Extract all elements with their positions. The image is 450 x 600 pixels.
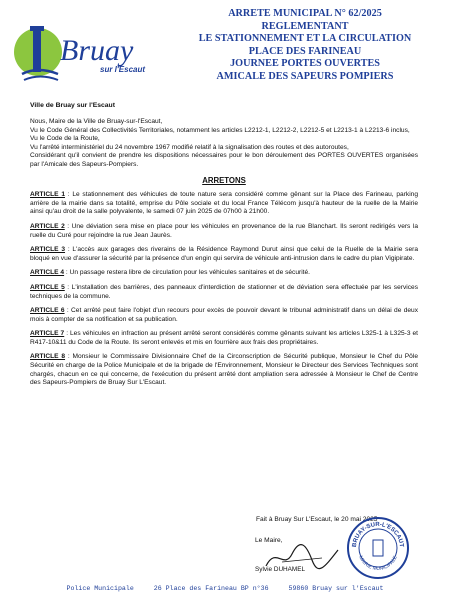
preamble-line: Vu le Code Général des Collectivités Territoriales, notamment les articles L2212-1, L2212-2, L2212-5 et L2213-1 à L2213-6 inclus,	[30, 126, 410, 134]
footer-address: 26 Place des Farineau BP n°36	[153, 585, 269, 592]
article	[30, 353, 418, 387]
title-line: PLACE DES FARINEAU	[248, 45, 362, 57]
article	[30, 330, 418, 347]
svg-text:MAIRIE MUNICIPALE	[357, 554, 399, 572]
title-line: ARRETE MUNICIPAL N° 62/2025	[228, 8, 382, 19]
document-body	[30, 118, 418, 394]
preamble-line: Considérant qu'il convient de prendre les dispositions nécessaires pour le bon déroulement des PORTES OUVERTES organisées par l'Amicale des Sapeurs-Pompiers.	[30, 152, 418, 168]
stamp-bottom-text: MAIRIE MUNICIPALE	[357, 554, 399, 573]
article-label: ARTICLE 4	[30, 269, 65, 277]
article-label: ARTICLE 5	[30, 283, 65, 291]
preamble-line: Nous, Maire de la Ville de Bruay-sur-l'Escaut,	[30, 118, 163, 125]
ville-label: Ville de Bruay sur l'Escaut	[30, 102, 115, 109]
mairie-stamp	[346, 516, 410, 580]
article-label: ARTICLE 7	[30, 330, 65, 338]
article	[30, 246, 418, 263]
logo-brand: Bruay	[60, 34, 134, 67]
article-label: ARTICLE 8	[30, 353, 66, 361]
article	[30, 269, 418, 278]
article-label: ARTICLE 1	[30, 191, 65, 199]
article	[30, 284, 418, 301]
signature-date: Fait à Bruay Sur L'Escaut, le 20 mai 2025	[256, 516, 378, 523]
footer-city: 59860 Bruay sur l'Escaut	[288, 585, 384, 592]
signer-name: Sylvie DUHAMEL	[255, 566, 306, 573]
logo-tower	[33, 28, 41, 72]
article	[30, 223, 418, 240]
document-title	[170, 8, 440, 84]
signature-role: Le Maire,	[255, 537, 283, 544]
footer-service: Police Municipale	[66, 585, 134, 592]
article-text: : L'installation des barrières, des panneaux d'interdiction de stationner et de déviation sera effectuée par les services techniques de la commune.	[30, 283, 418, 300]
article-label: ARTICLE 6	[30, 307, 65, 315]
title-line: JOURNEE PORTES OUVERTES	[230, 58, 380, 70]
stamp-top-text: BRUAY-SUR-L'ESCAUT	[351, 521, 405, 548]
article-text: : L'accès aux garages des riverains de la Résidence Raymond Durut ainsi que celui de la Ruelle de la Mairie sera bloqué en vue d'assurer la sécurité par la présence d'un engin qui servira de véhicule anti-intrusion dans le cadre du plan Vigipirate.	[30, 246, 418, 262]
arretons-heading: ARRETONS	[202, 175, 246, 185]
preamble-line: Vu le Code de la Route,	[30, 135, 100, 143]
article-text: : Un passage restera libre de circulation pour les véhicules sanitaires et de sécurité.	[64, 269, 311, 277]
bruay-logo	[14, 16, 164, 90]
title-line: REGLEMENTANT	[261, 20, 349, 32]
article	[30, 191, 418, 217]
article-label: ARTICLE 2	[30, 222, 65, 230]
article-text: : Les véhicules en infraction au présent arrêté seront considérés comme gênants suivant les articles L325-1 à L325-3 et R417-10&11 du Code de la Route. Ils seront enlevés et mis en fourrière aux frais des propriétaires.	[30, 330, 418, 346]
article-text: : Une déviation sera mise en place pour les véhicules en provenance de la rue Blanchart. Ils seront redirigés vers la ruelle du Curé pour rejoindre la rue Jean Jaurès.	[30, 222, 418, 239]
article-label: ARTICLE 3	[30, 246, 66, 254]
title-line: LE STATIONNEMENT ET LA CIRCULATION	[198, 33, 412, 45]
page-footer	[0, 585, 450, 592]
article-text: : Monsieur le Commissaire Divisionnaire Chef de la Circonscription de Sécurité publique, Monsieur le Chef du Pôle Sécurité en charge de la Police Municipale et de la brigade de l'Environnement, Monsieur le Directeur des Services Techniques sont chargés, chacun en ce qui concerne, de l'exécution du présent arrêté dont ampliation sera adressée à Monsieur le Chef de Centre des Sapeurs-Pompiers de Bruay Sur L'Escaut.	[30, 353, 418, 387]
logo-sub: sur l'Escaut	[100, 65, 146, 74]
article-text: : Le stationnement des véhicules de toute nature sera considéré comme gênant sur la Place des Farineau, parking arrière de la mairie dans sa totalité, emprise du Pôle sociale et du local France Télécom jusqu'à hauteur de la ruelle de la Mairie ainsi qu'au droit de la salle polyvalente, le samedi 07 juin 2025 de 07h00 à 21h00.	[30, 191, 418, 216]
title-line: AMICALE DES SAPEURS POMPIERS	[216, 70, 394, 82]
article-text: : Cet arrêté peut faire l'objet d'un recours pour excès de pouvoir devant le tribunal administratif dans un délai de deux mois à compter de sa notification et sa publication.	[30, 307, 418, 323]
article	[30, 307, 418, 324]
preamble-line: Vu l'arrêté interministériel du 24 novembre 1967 modifié relatif à la signalisation des routes et des autoroutes,	[30, 143, 349, 151]
